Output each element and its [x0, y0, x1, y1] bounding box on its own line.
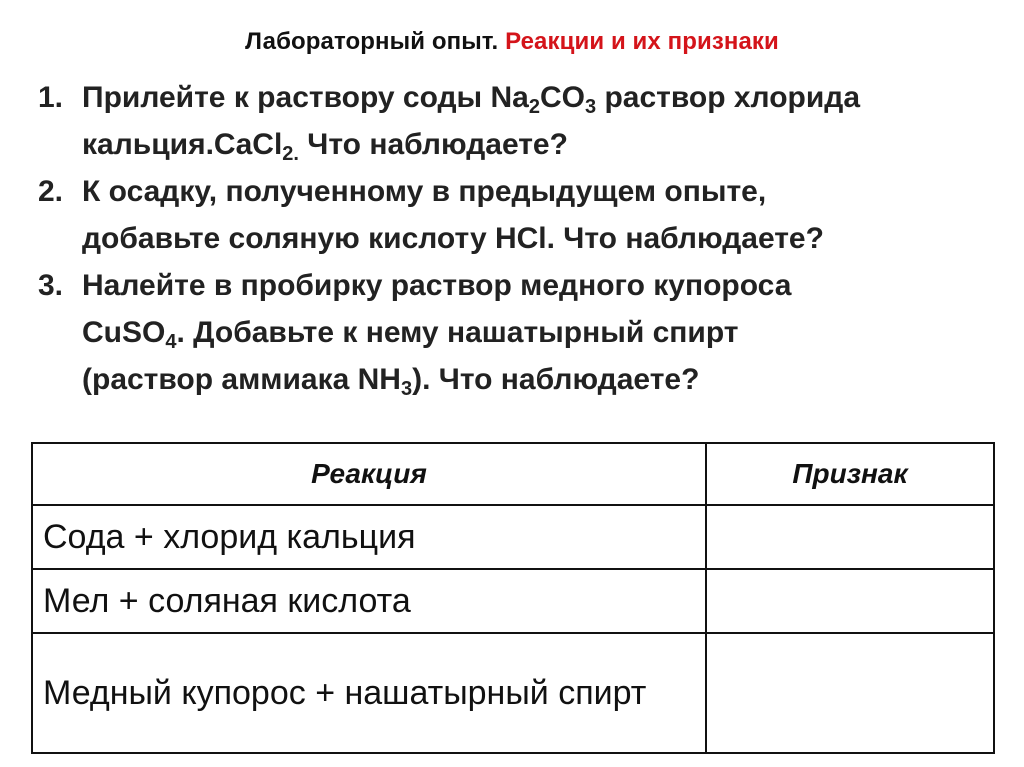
sign-cell[interactable]	[706, 505, 994, 569]
task-number: 2.	[38, 175, 64, 208]
reaction-cell: Медный купорос + нашатырный спирт	[32, 633, 706, 753]
title-highlight: Реакции и их признаки	[505, 28, 779, 55]
task-text: Прилейте к раствору соды $Na_2CO_3$ раствор хлорида кальция.CaCl$_{2.}$ Что наблюдаете?	[82, 81, 861, 165]
task-list	[38, 74, 998, 403]
reaction-cell: Сода + хлорид кальция	[32, 505, 706, 569]
column-header-sign: Признак	[706, 443, 994, 505]
task-item-3	[38, 262, 998, 403]
column-header-reaction: Реакция	[32, 443, 706, 505]
table-row	[32, 505, 994, 569]
table-header-row	[32, 443, 994, 505]
sign-cell[interactable]	[706, 633, 994, 753]
task-number: 3.	[38, 269, 64, 302]
task-text: К осадку, полученному в предыдущем опыте, добавьте соляную кислоту HCl. Что наблюдаете?	[82, 175, 824, 255]
task-item-1	[38, 74, 998, 168]
sign-cell[interactable]	[706, 569, 994, 633]
table-row	[32, 633, 994, 753]
task-text: Налейте в пробирку раствор медного купороса CuSO$_4$. Добавьте к нему нашатырный спирт (раствор аммиака $NH_3$). Что наблюдаете?	[82, 269, 792, 400]
page-title	[0, 28, 1024, 56]
reaction-cell: Мел + соляная кислота	[32, 569, 706, 633]
reactions-table	[31, 442, 995, 754]
table-row	[32, 569, 994, 633]
title-prefix: Лабораторный опыт.	[245, 28, 499, 55]
task-item-2	[38, 168, 998, 262]
task-number: 1.	[38, 81, 64, 114]
